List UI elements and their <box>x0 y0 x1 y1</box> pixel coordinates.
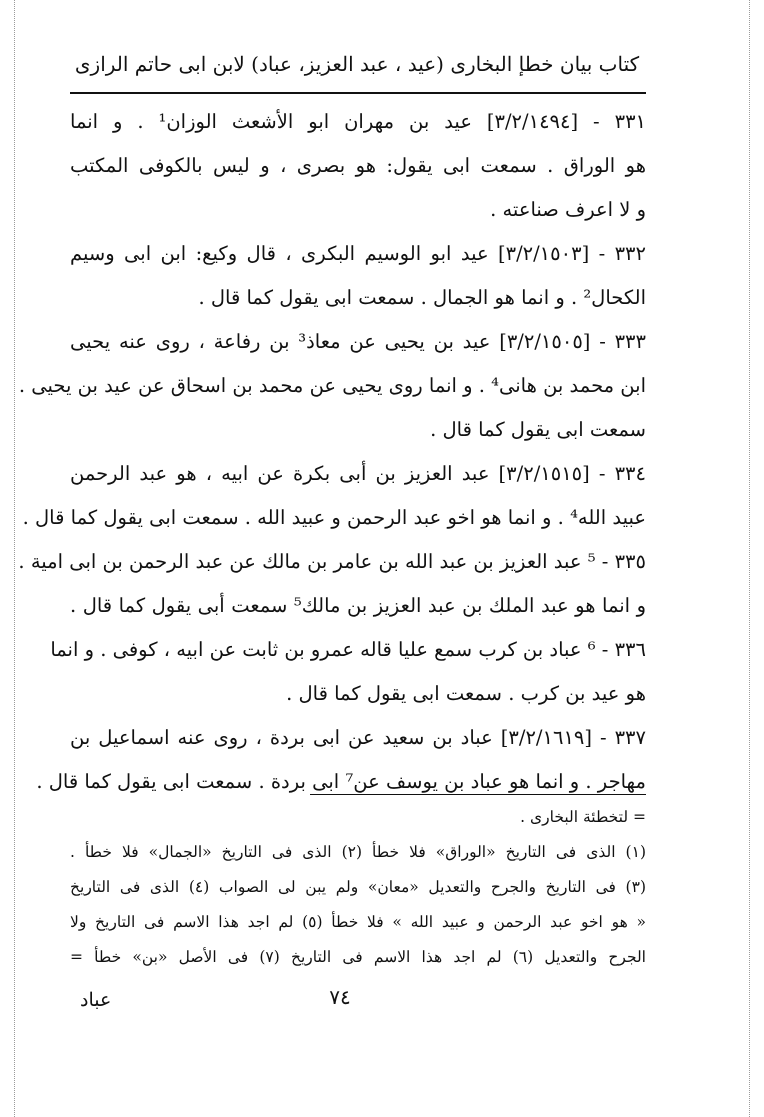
running-header: كتاب بيان خطإ البخارى (عيد ، عبد العزيز، عباد) لابن ابى حاتم الرازى <box>74 52 640 76</box>
page-edge-right <box>749 0 750 1117</box>
text-line: و انما هو عبد الملك بن عبد العزيز بن مالك⁵ سمعت أبى يقول كما قال . <box>70 594 646 617</box>
text-line: هو عيد بن كرب . سمعت ابى يقول كما قال . <box>286 682 646 705</box>
footnote-line: « هو اخو عبد الرحمن و عبيد الله » فلا خطأ (٥) لم اجد هذا الاسم فى التاريخ ولا <box>70 913 646 931</box>
text-line: ٣٣٦ - ⁶ عباد بن كرب سمع عليا قاله عمرو بن ثابت عن ابيه ، كوفى . و انما <box>50 638 646 661</box>
text-line: مهاجر . و انما هو عباد بن يوسف عن⁷ ابى بردة . سمعت ابى يقول كما قال . <box>36 770 646 793</box>
footnotes <box>70 800 646 975</box>
text-line: عبيد الله⁴ . و انما هو اخو عبد الرحمن و عبيد الله . سمعت ابى يقول كما قال . <box>22 506 646 529</box>
page-edge-left <box>14 0 15 1117</box>
footnote-line: (١) الذى فى التاريخ «الوراق» فلا خطأ (٢) الذى فى التاريخ «الجمال» فلا خطأ . <box>70 843 646 861</box>
text-line: ٣٣٣ - [٣/٢/١٥٠٥] عيد بن يحيى عن معاذ³ بن رفاعة ، روى عنه يحيى <box>70 330 646 353</box>
text-line: سمعت ابى يقول كما قال . <box>430 418 646 441</box>
header-rule <box>70 92 646 94</box>
text-line: ٣٣٧ - [٣/٢/١٦١٩] عباد بن سعيد عن ابى بردة ، روى عنه اسماعيل بن <box>70 726 646 749</box>
page-number: ٧٤ <box>329 985 351 1009</box>
text-line: و لا اعرف صناعته . <box>490 198 646 221</box>
text-line: ٣٣٤ - [٣/٢/١٥١٥] عبد العزيز بن أبى بكرة عن ابيه ، هو عبد الرحمن <box>70 462 646 485</box>
footnote-line: الجرح والتعديل (٦) لم اجد هذا الاسم فى التاريخ (٧) فى الأصل «بن» خطأ = <box>70 948 646 966</box>
text-line: ٣٣٢ - [٣/٢/١٥٠٣] عيد ابو الوسيم البكرى ، قال وكيع: ابن ابى وسيم <box>70 242 646 265</box>
text-line: ابن محمد بن هانى⁴ . و انما روى يحيى عن محمد بن اسحاق عن عيد بن يحيى . <box>18 374 646 397</box>
text-line: ٣٣٥ - ⁵ عبد العزيز بن عبد الله بن عامر بن مالك عن عبد الرحمن بن ابى امية . <box>18 550 646 573</box>
main-text <box>18 100 647 804</box>
catchword: عباد <box>80 989 112 1011</box>
text-line: الكحال² . و انما هو الجمال . سمعت ابى يقول كما قال . <box>198 286 646 309</box>
footnote-rule <box>310 794 646 795</box>
footnote-line: = لتخطئة البخارى . <box>520 808 646 826</box>
footnote-line: (٣) فى التاريخ والجرح والتعديل «معان» ولم يبن لى الصواب (٤) الذى فى التاريخ <box>70 878 646 896</box>
text-line: هو الوراق . سمعت ابى يقول: هو بصرى ، و ليس بالكوفى المكتب <box>70 154 646 177</box>
text-line: ٣٣١ - [٣/٢/١٤٩٤] عيد بن مهران ابو الأشعث الوزان¹ . و انما <box>70 110 647 133</box>
